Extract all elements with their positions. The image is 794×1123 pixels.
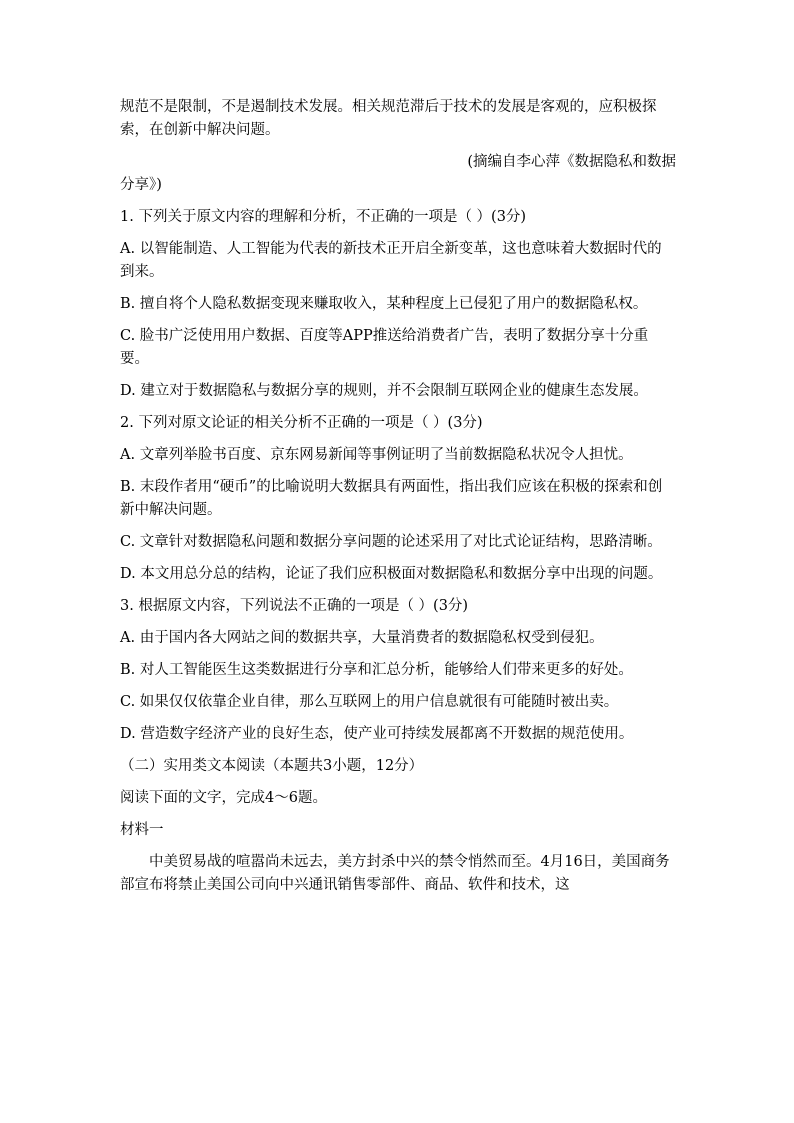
option-b: B. 擅自将个人隐私数据变现来赚取收入，某种程度上已侵犯了用户的数据隐私权。 [120,296,648,312]
question-3 [120,595,676,746]
question-stem: 2. 下列对原文论证的相关分析不正确的一项是（ ）(3分) [120,415,483,431]
option-b: B. 末段作者用“硬币”的比喻说明大数据具有两面性，指出我们应该在积极的探索和创新中解决问题。 [120,479,663,518]
option-a: A. 文章列举脸书百度、京东网易新闻等事例证明了当前数据隐私状况令人担忧。 [120,447,633,463]
section-heading: （二）实用类文本阅读（本题共3小题，12分） [120,758,424,774]
question-stem: 1. 下列关于原文内容的理解和分析，不正确的一项是（ ）(3分) [120,209,527,225]
question-1 [120,206,676,403]
option-b: B. 对人工智能医生这类数据进行分享和汇总分析，能够给人们带来更多的好处。 [120,662,633,678]
source-citation-continuation: 分享》) [120,177,162,193]
intro-paragraph: 规范不是限制，不是遏制技术发展。相关规范滞后于技术的发展是客观的，应积极探索，在创新中解决问题。 [120,99,657,138]
document-page [120,96,676,897]
option-a: A. 以智能制造、人工智能为代表的新技术正开启全新变革，这也意味着大数据时代的到来。 [120,241,662,280]
option-d: D. 建立对于数据隐私与数据分享的规则，并不会限制互联网企业的健康生态发展。 [120,383,648,399]
option-c: C. 脸书广泛使用用户数据、百度等APP推送给消费者广告，表明了数据分享十分重要。 [120,328,649,367]
option-c: C. 文章针对数据隐私问题和数据分享问题的论述采用了对比式论证结构，思路清晰。 [120,534,662,550]
question-stem: 3. 根据原文内容，下列说法不正确的一项是（ ）(3分) [120,598,469,614]
question-2 [120,412,676,586]
option-d: D. 本文用总分总的结构，论证了我们应积极面对数据隐私和数据分享中出现的问题。 [120,566,663,582]
option-d: D. 营造数字经济产业的良好生态，使产业可持续发展都离不开数据的规范使用。 [120,726,634,742]
material-label: 材料一 [120,822,164,838]
option-a: A. 由于国内各大网站之间的数据共享，大量消费者的数据隐私权受到侵犯。 [120,630,604,646]
instruction-text: 阅读下面的文字，完成4～6题。 [120,790,327,806]
option-c: C. 如果仅仅依靠企业自律，那么互联网上的用户信息就很有可能随时被出卖。 [120,694,619,710]
source-citation-line: (摘编自李心萍《数据隐私和数据 [467,154,676,170]
material-paragraph: 中美贸易战的喧嚣尚未远去，美方封杀中兴的禁令悄然而至。4月16日，美国商务部宣布将禁止美国公司向中兴通讯销售零部件、商品、软件和技术，这 [120,854,670,893]
